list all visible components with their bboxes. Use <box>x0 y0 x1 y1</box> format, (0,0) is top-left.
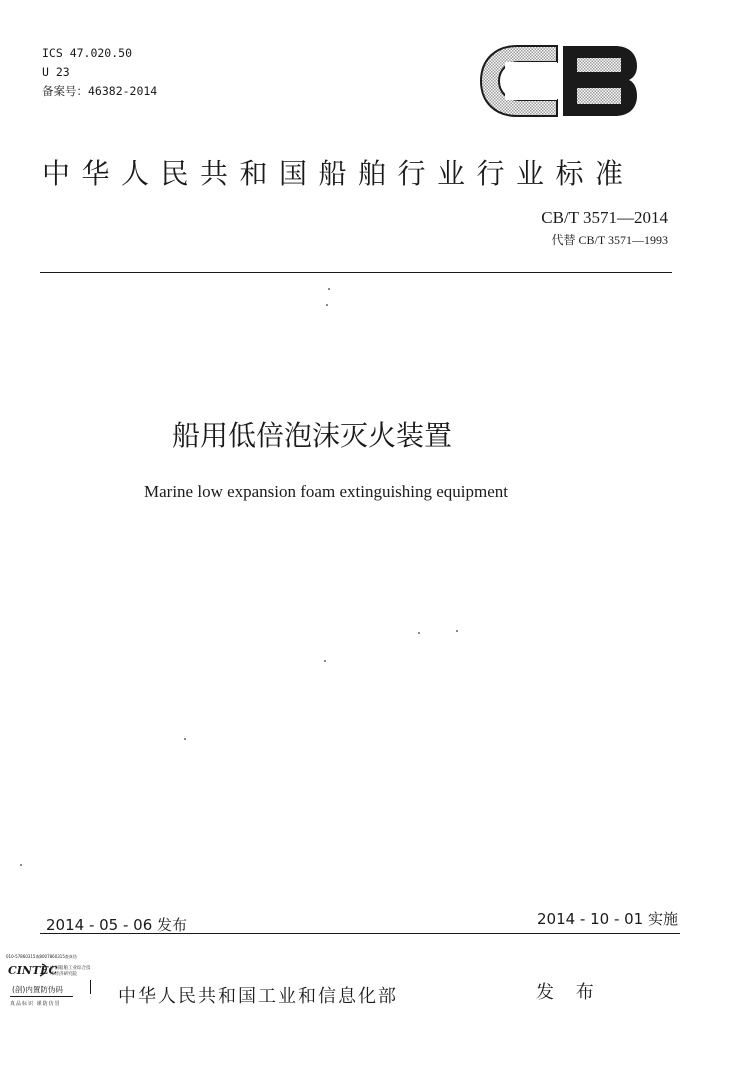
record-number: 备案号：46382-2014 <box>42 84 158 98</box>
publisher-name: 中华人民共和国工业和信息化部 <box>118 986 398 1007</box>
scan-speck <box>20 864 22 866</box>
footer-divider <box>40 933 680 934</box>
scan-speck <box>184 738 186 740</box>
title-chinese: 船用低倍泡沫灭火装置 <box>172 419 453 452</box>
standard-code-block <box>541 208 668 248</box>
curve-mark-icon <box>38 962 50 978</box>
scan-speck <box>456 630 458 632</box>
implement-date: 2014 - 10 - 01 实施 <box>536 910 678 928</box>
stamp-bracket <box>90 980 91 994</box>
stamp-brand: CINTEC <box>8 964 58 977</box>
scan-speck <box>418 632 420 634</box>
stamp-org: 中国船舶工业综合技术经济研究院 <box>50 966 91 977</box>
scan-speck <box>324 660 326 662</box>
title-english: Marine low expansion foam extinguishing equipment <box>144 482 509 501</box>
header-divider <box>40 272 672 273</box>
stamp-note: 真品标识 谨防仿冒 <box>10 1001 61 1007</box>
standard-code: CB/T 3571—2014 <box>541 208 668 227</box>
ics-code: ICS 47.020.50 <box>42 46 133 60</box>
scan-speck <box>326 304 328 306</box>
replaces-code: 代替 CB/T 3571—1993 <box>551 233 668 247</box>
publish-action: 发 布 <box>536 982 602 1003</box>
scan-speck <box>328 288 330 290</box>
standard-type-heading: 中华人民共和国船舶行业行业标准 <box>42 157 635 190</box>
class-code: U 23 <box>42 65 70 79</box>
stamp-label: (剖)内置防伪码 <box>10 984 73 997</box>
cb-logo-icon <box>479 44 639 118</box>
anti-counterfeit-stamp <box>4 950 100 1012</box>
classification-block <box>42 44 157 101</box>
stamp-serial: 010-57860315或8007860315查真伪 <box>6 954 77 959</box>
publish-date: 2014 - 05 - 06 发布 <box>46 916 188 934</box>
